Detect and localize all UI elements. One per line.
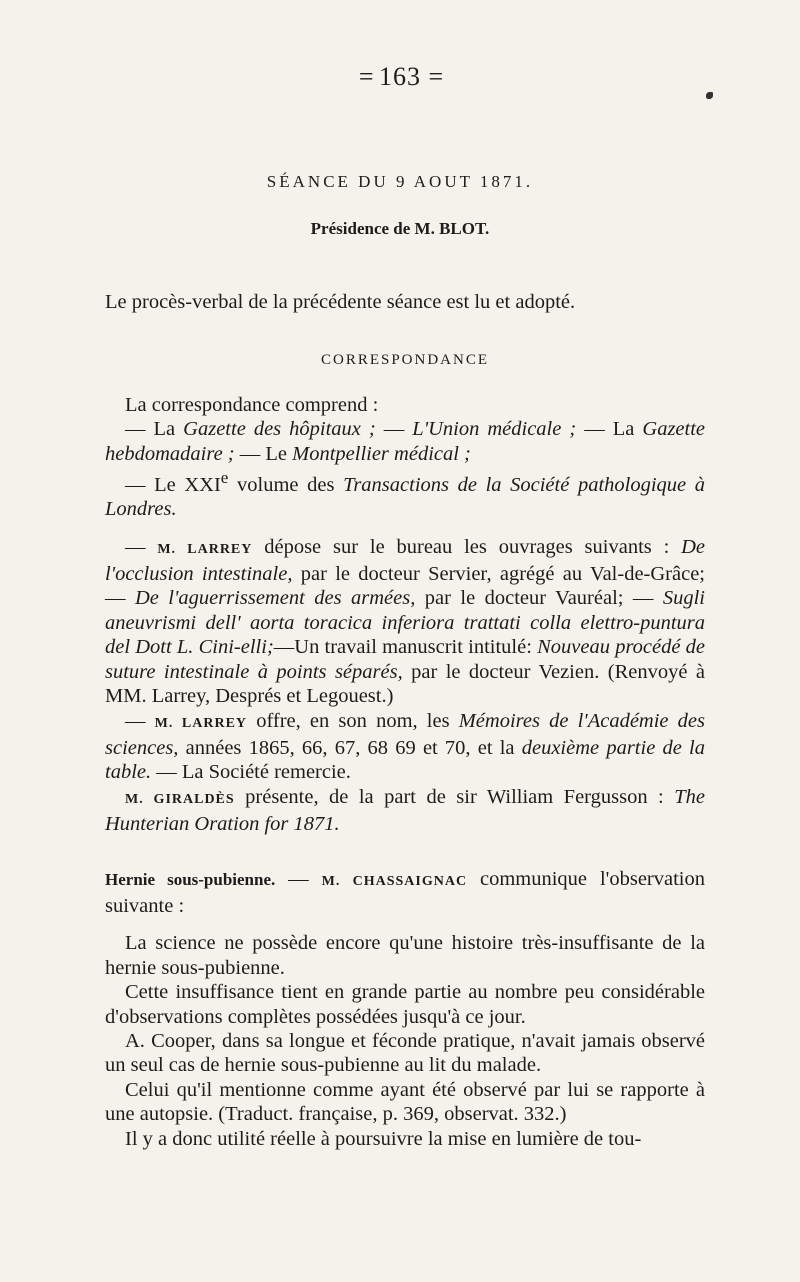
speaker-name: M. LARREY bbox=[154, 715, 248, 731]
speaker-name: M. LARREY bbox=[157, 541, 253, 557]
folio-rule-right: = bbox=[428, 62, 442, 91]
folio-rule-left: = bbox=[358, 62, 372, 91]
speaker-name: M. CHASSAIGNAC bbox=[321, 873, 468, 889]
seance-title: SÉANCE DU 9 AOUT 1871. bbox=[266, 172, 534, 191]
body-paragraph-1: La science ne possède encore qu'une histoire très-insuffisante de la hernie sous-pubienne. bbox=[105, 932, 705, 979]
body-paragraph-2: Cette insuffisance tient en grande partie au nombre peu considérable d'observations complètes possédées jusqu'à ce jour. bbox=[105, 981, 705, 1028]
text-run: — bbox=[275, 867, 322, 890]
text-run: — La bbox=[125, 418, 184, 441]
text-run: par le docteur Vezien. (Renvoyé à MM. Larrey, Després et Legouest.) bbox=[105, 660, 705, 708]
text-run: — bbox=[125, 535, 158, 558]
work-title: Mémoires de l'Académie des sciences, bbox=[105, 709, 705, 759]
text-run: présente, de la part de sir William Fergusson : bbox=[234, 785, 675, 808]
text-run: — Le bbox=[234, 442, 293, 465]
presidence-line: Présidence de M. BLOT. bbox=[310, 219, 490, 238]
journal-title: L'Union médicale ; bbox=[412, 418, 577, 441]
text-run: volume des bbox=[228, 473, 344, 496]
section-heading: CORRESPONDANCE bbox=[320, 352, 490, 369]
text-run: — bbox=[375, 418, 413, 441]
text-run: communique l'observation suivante : bbox=[105, 867, 705, 917]
text-run: offre, en son nom, les bbox=[247, 709, 459, 732]
subject-title: Hernie sous-pubienne. bbox=[105, 869, 276, 889]
body-paragraph-3: A. Cooper, dans sa longue et féconde pratique, n'avait jamais observé un seul cas de hernie sous-pubienne au lit du malade. bbox=[105, 1029, 705, 1077]
correspondance-item-3 bbox=[105, 535, 705, 709]
text-run: dépose sur le bureau les ouvrages suivants : bbox=[252, 535, 682, 558]
body-paragraph-4: Celui qu'il mentionne comme ayant été observé par lui se rapporte à une autopsie. (Traduct. française, p. 369, observat. 332.) bbox=[105, 1078, 705, 1126]
body-text bbox=[105, 290, 705, 1151]
work-title: The Hunterian Oration for 1871. bbox=[105, 785, 705, 836]
text-run: — La Société remercie. bbox=[151, 761, 351, 784]
text-run: — bbox=[125, 709, 155, 732]
speaker-name: M. GIRALDÈS bbox=[125, 791, 235, 807]
ink-spot bbox=[706, 92, 713, 99]
correspondance-intro: La correspondance comprend : bbox=[125, 393, 379, 416]
correspondance-item-5 bbox=[105, 785, 705, 837]
folio-number: 163 bbox=[379, 62, 421, 91]
text-run: — Le XXI bbox=[125, 473, 221, 496]
text-run: par le docteur Vauréal; — bbox=[415, 587, 663, 610]
correspondance-item-2 bbox=[105, 466, 705, 522]
superscript: e bbox=[220, 468, 229, 488]
intro-paragraph: Le procès-verbal de la précédente séance est lu et adopté. bbox=[105, 291, 576, 313]
journal-title: Montpellier médical ; bbox=[292, 442, 471, 465]
journal-title: Gazette des hôpitaux ; bbox=[183, 418, 376, 441]
work-title: Nouveau procédé de suture intestinale à points séparés, bbox=[105, 636, 706, 683]
work-title: Transactions de la Société pathologique à Londres. bbox=[105, 473, 705, 521]
work-title: De l'aguerrissement des armées, bbox=[134, 587, 416, 610]
body-paragraph-5: Il y a donc utilité réelle à poursuivre la mise en lumière de tou- bbox=[125, 1127, 642, 1150]
text-run: par le docteur Servier, agrégé au Val-de-Grâce; — bbox=[105, 563, 705, 610]
text-run: — La bbox=[576, 418, 643, 441]
text-run: années 1865, 66, 67, 68 69 et 70, et la bbox=[178, 736, 522, 759]
correspondance-item-4 bbox=[105, 709, 705, 785]
correspondance-item-1 bbox=[105, 417, 705, 466]
work-title: De l'occlusion intestinale, bbox=[105, 535, 706, 586]
journal-title: Gazette hebdomadaire ; bbox=[105, 418, 706, 465]
work-title: deuxième partie de la table. bbox=[105, 736, 705, 784]
page-number bbox=[0, 62, 800, 92]
work-title: Sugli aneuvrismi dell' aorta toracica inferiora trattati colla elettro-puntura del Dott L. Cini-elli; bbox=[105, 587, 706, 659]
hernie-heading-paragraph bbox=[105, 867, 705, 919]
text-run: —Un travail manuscrit intitulé: bbox=[273, 636, 538, 659]
